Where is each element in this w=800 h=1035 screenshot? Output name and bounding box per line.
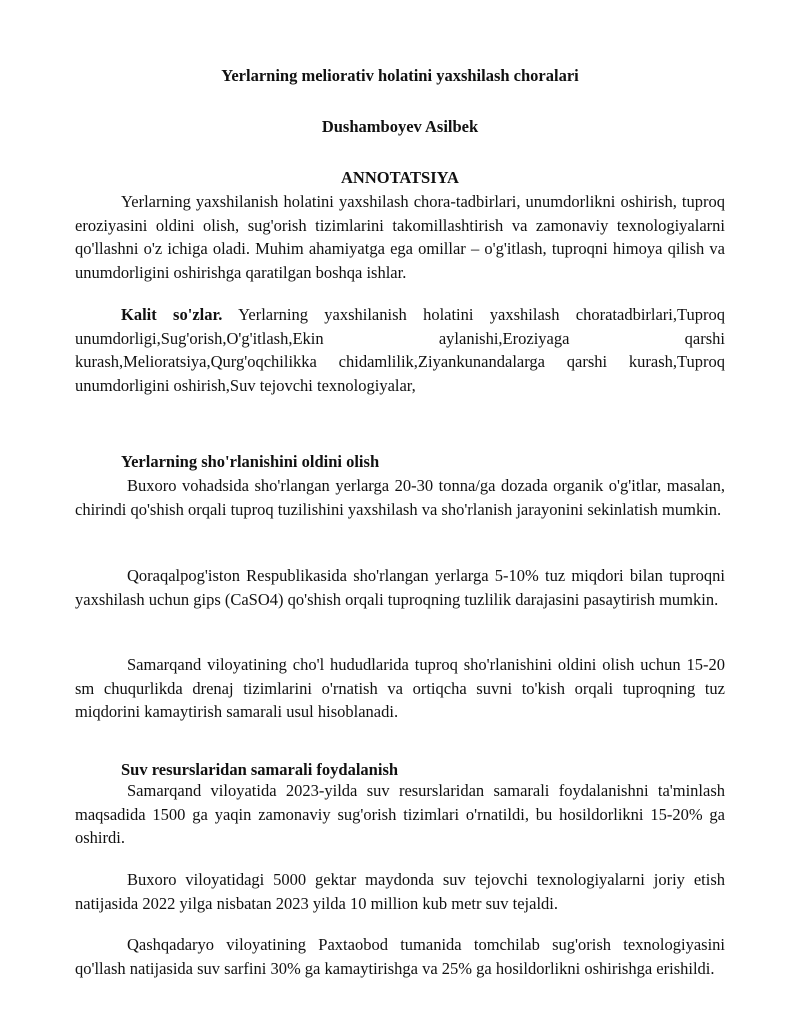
section-paragraph: Buxoro viloyatidagi 5000 gektar maydonda suv tejovchi texnologiyalarni joriy etish natijasida 2022 yilga nisbatan 2023 yilda 10 million kub metr suv tejaldi. (75, 870, 725, 913)
section-paragraph: Qoraqalpog'iston Respublikasida sho'rlangan yerlarga 5-10% tuz miqdori bilan tuproqni yaxshilash uchun gips (CaSO4) qo'shish orqali tuproqning tuzlilik darajasini pasaytirish mumkin. (75, 566, 725, 609)
document-title: Yerlarning meliorativ holatini yaxshilash choralari (221, 66, 579, 85)
keywords-text: Yerlarning yaxshilanish holatini yaxshilash choratadbirlari,Tuproq unumdorligi,Sug'orish,O'g'itlash,Ekin aylanishi,Eroziyaga qarshi kurash,Melioratsiya,Qurg'oqchilikka chidamlilik,Ziyankunandalarga qarshi kurash,Tuproq unumdorligini oshirish,Suv tejovchi texnologiyalar, (75, 305, 725, 396)
annotation-text: Yerlarning yaxshilanish holatini yaxshilash chora-tadbirlari, unumdorlikni oshirish, tuproq eroziyasini oldini olish, sug'orish tizimlarini takomillashtirish va zamonaviy texnologiyalarni qo'llashni o'z ichiga oladi. Muhim ahamiyatga ega omillar – o'g'itlash, tuproqni himoya qilish va unumdorligini oshirishga qaratilgan boshqa ishlar. (75, 192, 725, 283)
section-paragraph: Samarqand viloyatida 2023-yilda suv resurslaridan samarali foydalanishni ta'minlash maqsadida 1500 ga yaqin zamonaviy sug'orish tizimlari o'rnatildi, bu hosildorlikni 15-20% ga oshirdi. (75, 781, 725, 848)
section-paragraph: Qashqadaryo viloyatining Paxtaobod tumanida tomchilab sug'orish texnologiyasini qo'llash natijasida suv sarfini 30% ga kamaytirishga va 25% ga hosildorlikni oshirishga erishildi. (75, 935, 725, 978)
keywords-paragraph (75, 303, 725, 398)
section-heading-salinity: Yerlarning sho'rlanishini oldini olish (121, 452, 380, 471)
annotation-heading: ANNOTATSIYA (341, 168, 459, 187)
section-paragraph: Buxoro vohadsida sho'rlangan yerlarga 20-30 tonna/ga dozada organik o'g'itlar, masalan, chirindi qo'shish orqali tuproq tuzilishini yaxshilash va sho'rlanish jarayonini sekinlatish mumkin. (75, 476, 725, 519)
keywords-label: Kalit so'zlar. (121, 305, 223, 324)
section-heading-water: Suv resurslaridan samarali foydalanish (121, 760, 399, 779)
section-paragraph: Samarqand viloyatining cho'l hududlarida tuproq sho'rlanishini oldini olish uchun 15-20 sm chuqurlikda drenaj tizimlarini o'rnatish va ortiqcha suvni to'kish orqali tuproqning tuz miqdorini kamaytirish samarali usul hisoblanadi. (75, 655, 725, 722)
author-name: Dushamboyev Asilbek (321, 117, 479, 136)
